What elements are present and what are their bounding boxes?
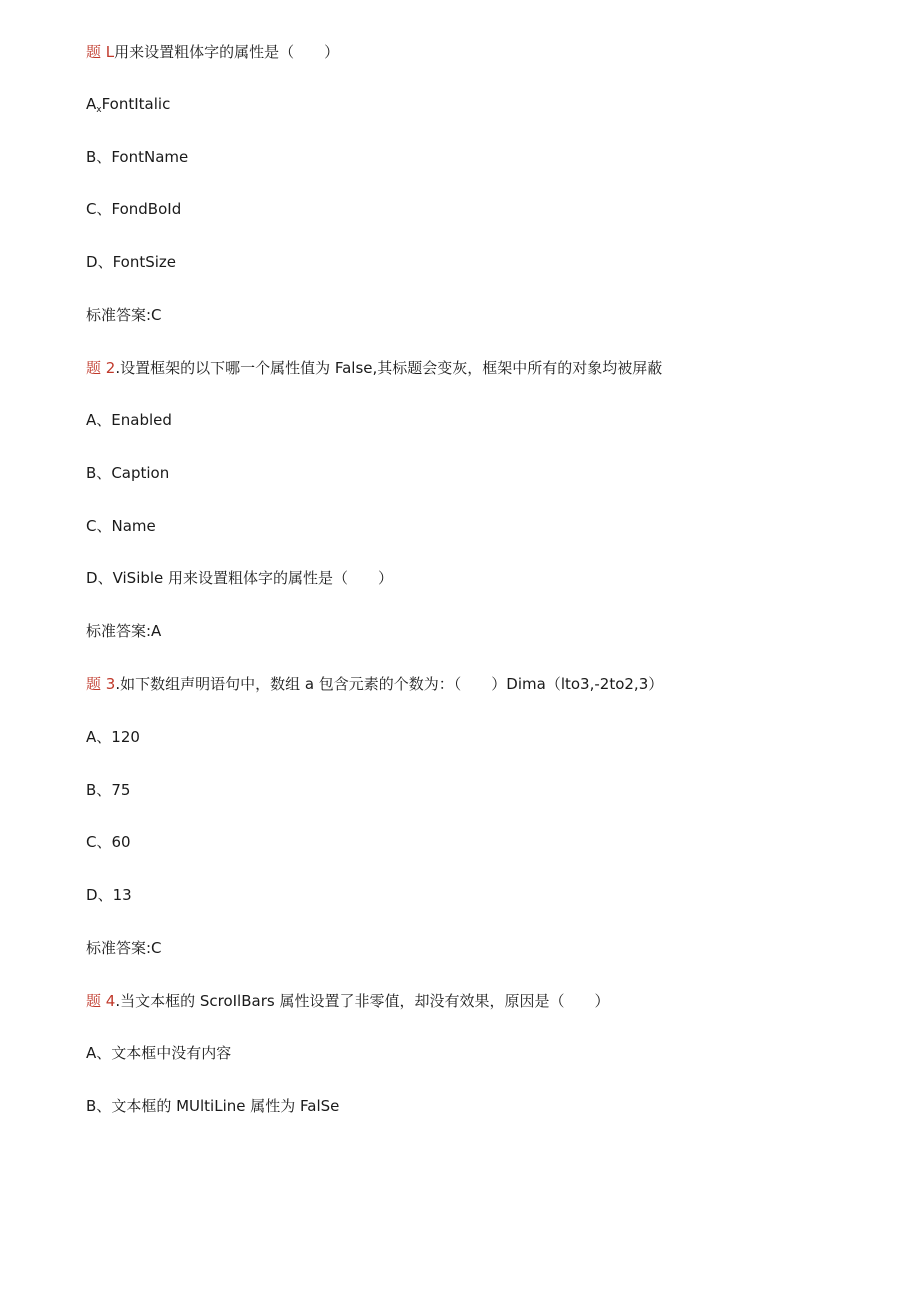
- option-text: Caption: [111, 464, 170, 482]
- option-text: 文本框的 MUltiLine 属性为 FalSe: [111, 1097, 340, 1115]
- question-2-answer: 标准答案:A: [86, 622, 162, 640]
- question-1-option-b: [86, 147, 188, 167]
- option-letter: A: [86, 728, 97, 746]
- option-text: 75: [111, 781, 131, 799]
- option-separator: 、: [96, 1044, 112, 1062]
- option-letter: D: [86, 253, 98, 271]
- option-separator: 、: [96, 1097, 112, 1115]
- option-separator: 、: [96, 464, 112, 482]
- option-text: FontName: [111, 148, 189, 166]
- option-separator: 、: [97, 886, 113, 904]
- option-text: 文本框中没有内容: [111, 1044, 232, 1062]
- question-1-answer: 标准答案:C: [86, 306, 162, 324]
- question-1: [86, 42, 339, 62]
- question-2-text: .设置框架的以下哪一个属性值为 False,其标题会变灰，框架中所有的对象均被屏蔽: [115, 359, 663, 377]
- question-2-option-c: [86, 516, 156, 536]
- option-text: Enabled: [111, 411, 172, 429]
- question-4-text: .当文本框的 ScroIlBars 属性设置了非零值，却没有效果，原因是（ ）: [115, 992, 610, 1010]
- question-2-option-b: [86, 463, 169, 483]
- option-letter: A: [86, 1044, 97, 1062]
- question-4-option-b: [86, 1096, 339, 1116]
- option-letter: B: [86, 1097, 97, 1115]
- option-separator: 、: [96, 148, 112, 166]
- option-text: FontItalic: [101, 95, 171, 113]
- option-separator: 、: [96, 781, 112, 799]
- question-2-option-d: [86, 568, 393, 588]
- question-3-option-a: [86, 727, 140, 747]
- option-separator: 、: [96, 728, 112, 746]
- question-3-text: .如下数组声明语句中，数组 a 包含元素的个数为：（ ）Dima（lto3,-2to2,3）: [115, 675, 664, 693]
- question-4-option-a: [86, 1043, 231, 1063]
- option-letter: B: [86, 781, 97, 799]
- option-letter: A: [86, 411, 97, 429]
- option-text: 120: [111, 728, 140, 746]
- question-1-option-a: [86, 94, 170, 120]
- question-1-option-c: [86, 199, 181, 219]
- question-3-option-b: [86, 780, 130, 800]
- question-4: [86, 991, 609, 1011]
- question-3-answer: 标准答案:C: [86, 939, 162, 957]
- option-letter: C: [86, 200, 97, 218]
- option-separator: 、: [96, 411, 112, 429]
- option-text: 60: [111, 833, 131, 851]
- question-2-number: 题 2: [86, 359, 116, 377]
- question-1-text: 用来设置粗体字的属性是（ ）: [114, 43, 340, 61]
- option-letter: C: [86, 833, 97, 851]
- option-text: Name: [111, 517, 156, 535]
- option-separator: 、: [96, 517, 112, 535]
- question-4-number: 题 4: [86, 992, 116, 1010]
- option-letter: D: [86, 886, 98, 904]
- option-separator: x: [96, 105, 102, 115]
- option-text: ViSible 用来设置粗体字的属性是（ ）: [112, 569, 394, 587]
- option-letter: D: [86, 569, 98, 587]
- question-3-option-d: [86, 885, 132, 905]
- option-letter: B: [86, 148, 97, 166]
- option-separator: 、: [96, 833, 112, 851]
- question-3: [86, 674, 663, 694]
- option-letter: B: [86, 464, 97, 482]
- option-separator: 、: [97, 253, 113, 271]
- option-letter: A: [86, 95, 97, 113]
- option-text: 13: [112, 886, 132, 904]
- option-letter: C: [86, 517, 97, 535]
- question-2-option-a: [86, 410, 172, 430]
- option-separator: 、: [96, 200, 112, 218]
- option-text: FondBoId: [111, 200, 182, 218]
- question-3-option-c: [86, 832, 131, 852]
- question-3-number: 题 3: [86, 675, 116, 693]
- question-2: [86, 358, 662, 378]
- option-text: FontSize: [112, 253, 177, 271]
- question-1-number: 题 L: [86, 43, 115, 61]
- option-separator: 、: [97, 569, 113, 587]
- question-1-option-d: [86, 252, 176, 272]
